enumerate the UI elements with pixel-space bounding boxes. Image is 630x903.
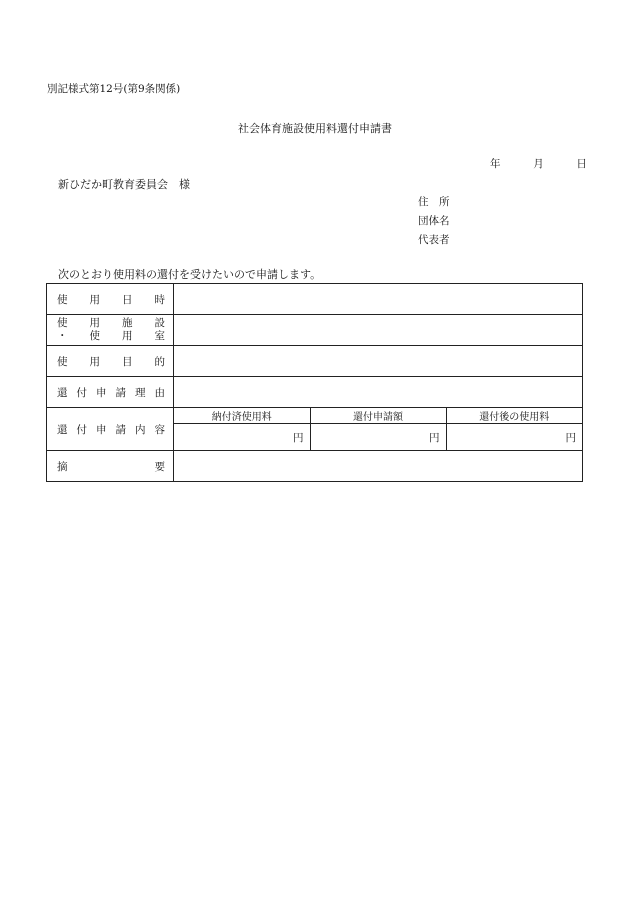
- label-char: 使: [57, 293, 68, 306]
- applicant-address-label: 住 所: [418, 196, 450, 208]
- column-refund-amount: 還付申請額: [310, 408, 446, 424]
- field-refund-amount[interactable]: 円: [310, 424, 446, 451]
- label-char: 用: [89, 355, 100, 368]
- label-char: 請: [115, 423, 126, 436]
- date-day-label: 日: [576, 158, 587, 170]
- field-fee-after-refund[interactable]: 円: [446, 424, 582, 451]
- label-char: 請: [115, 386, 126, 399]
- label-facility: [47, 315, 174, 346]
- document-title: 社会体育施設使用料還付申請書: [238, 122, 392, 135]
- label-char: 時: [154, 293, 165, 306]
- label-refund-details: [47, 408, 174, 451]
- field-remarks[interactable]: [174, 451, 583, 482]
- date-year-label: 年: [490, 158, 501, 170]
- label-char: 設: [154, 317, 165, 329]
- field-facility[interactable]: [174, 315, 583, 346]
- label-char: 施: [122, 317, 133, 329]
- column-fee-after-refund: 還付後の使用料: [446, 408, 582, 424]
- label-char: 使: [57, 317, 68, 329]
- field-refund-reason[interactable]: [174, 377, 583, 408]
- form-reference: 別記様式第12号(第9条関係): [47, 83, 181, 95]
- label-purpose: [47, 346, 174, 377]
- label-char: 使: [57, 355, 68, 368]
- label-char: 用: [89, 293, 100, 306]
- column-paid-fee: 納付済使用料: [211, 412, 272, 423]
- label-char: 還: [57, 386, 68, 399]
- row-facility: [47, 315, 583, 346]
- label-char: 要: [154, 460, 165, 473]
- date-month-label: 月: [533, 158, 544, 170]
- label-usage-datetime: [47, 284, 174, 315]
- applicant-group-label: 団体名: [418, 215, 450, 227]
- label-char: 由: [154, 386, 165, 399]
- label-char: 申: [96, 423, 107, 436]
- row-purpose: [47, 346, 583, 377]
- applicant-block: [418, 193, 450, 250]
- field-purpose[interactable]: [174, 346, 583, 377]
- applicant-representative-label: 代表者: [418, 234, 450, 246]
- refund-details-cell: [174, 408, 583, 451]
- label-char: 用: [89, 317, 100, 329]
- field-usage-datetime[interactable]: [174, 284, 583, 315]
- label-char: 内: [135, 423, 146, 436]
- label-char: 還: [57, 423, 68, 436]
- refund-details-subtable: [174, 408, 582, 450]
- label-char: 理: [135, 386, 146, 399]
- row-refund-reason: [47, 377, 583, 408]
- label-char: 容: [154, 423, 165, 436]
- label-char: 的: [154, 355, 165, 368]
- label-char: 使: [89, 330, 100, 342]
- date-line: [490, 156, 587, 171]
- label-refund-reason: [47, 377, 174, 408]
- intro-text: 次のとおり使用料の還付を受けたいので申請します。: [58, 268, 322, 281]
- label-char: 目: [122, 355, 133, 368]
- label-char: 付: [76, 423, 87, 436]
- label-char: ・: [57, 330, 68, 342]
- addressee: 新ひだか町教育委員会 様: [58, 178, 190, 191]
- label-char: 日: [122, 293, 133, 306]
- label-remarks: [47, 451, 174, 482]
- row-refund-details: [47, 408, 583, 451]
- label-char: 付: [76, 386, 87, 399]
- application-form-table: [46, 283, 583, 482]
- row-remarks: [47, 451, 583, 482]
- field-paid-fee[interactable]: 円: [174, 424, 310, 451]
- row-usage-datetime: [47, 284, 583, 315]
- label-char: 室: [154, 330, 165, 342]
- label-char: 申: [96, 386, 107, 399]
- label-char: 摘: [57, 460, 68, 473]
- label-char: 用: [122, 330, 133, 342]
